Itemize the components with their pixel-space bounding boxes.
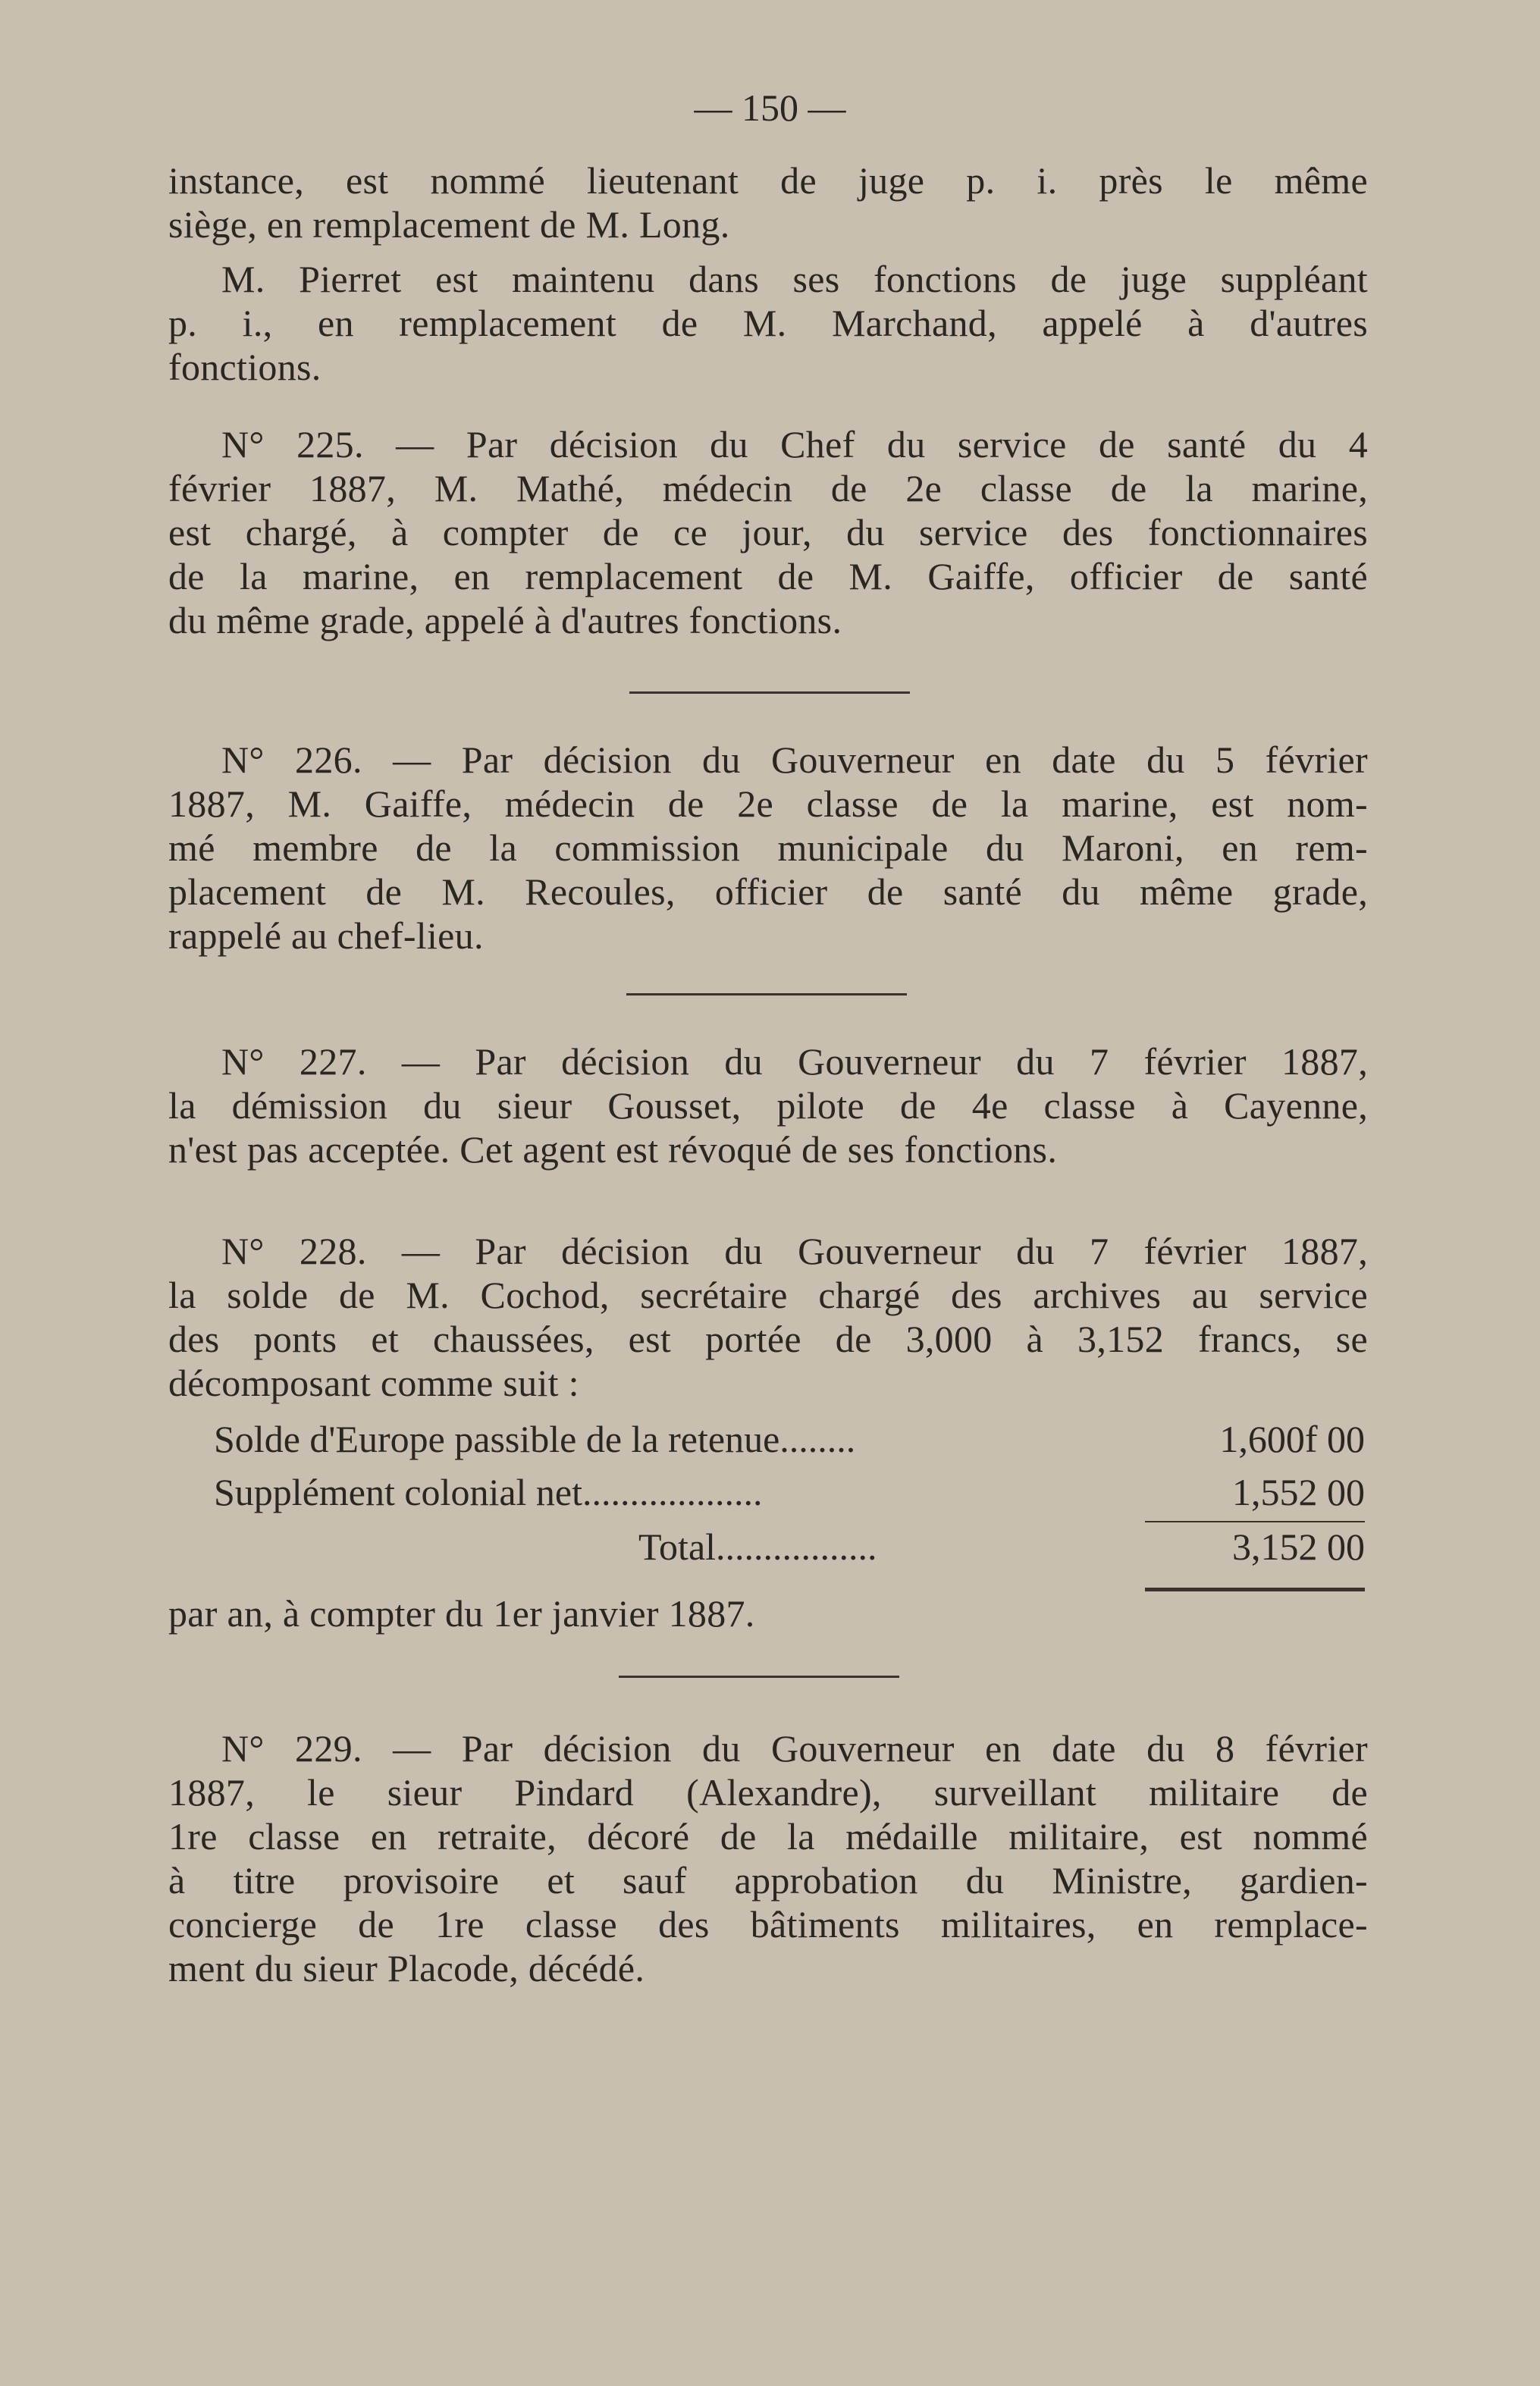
text-line: n'est pas acceptée. Cet agent est révoqué de ses fonctions. bbox=[168, 1128, 1058, 1171]
page-number-header: — 150 — bbox=[694, 86, 846, 129]
section-divider bbox=[619, 1676, 899, 1678]
text-line: la démission du sieur Gousset, pilote de 4e classe à Cayenne, bbox=[168, 1084, 1368, 1127]
text-line: de la marine, en remplacement de M. Gaiffe, officier de santé bbox=[168, 555, 1368, 597]
salary-amount: 1,600f 00 bbox=[1219, 1418, 1365, 1460]
text-line: est chargé, à compter de ce jour, du service des fonctionnaires bbox=[168, 511, 1368, 553]
text-line: par an, à compter du 1er janvier 1887. bbox=[168, 1592, 755, 1635]
text-line: décomposant comme suit : bbox=[168, 1362, 579, 1404]
text-line: 1887, M. Gaiffe, médecin de 2e classe de la marine, est nom- bbox=[168, 782, 1368, 825]
text-line: du même grade, appelé à d'autres fonctions. bbox=[168, 599, 842, 641]
text-line: N° 228. — Par décision du Gouverneur du 7 février 1887, bbox=[221, 1230, 1368, 1272]
text-line: siège, en remplacement de M. Long. bbox=[168, 203, 730, 246]
text-line: fonctions. bbox=[168, 346, 321, 388]
text-line: des ponts et chaussées, est portée de 3,000 à 3,152 francs, se bbox=[168, 1318, 1368, 1360]
text-line: la solde de M. Cochod, secrétaire chargé des archives au service bbox=[168, 1274, 1368, 1316]
text-line: N° 227. — Par décision du Gouverneur du 7 février 1887, bbox=[221, 1040, 1368, 1083]
text-line: à titre provisoire et sauf approbation du Ministre, gardien- bbox=[168, 1859, 1368, 1902]
text-line: N° 225. — Par décision du Chef du service de santé du 4 bbox=[221, 423, 1368, 466]
text-line: instance, est nommé lieutenant de juge p. i. près le même bbox=[168, 159, 1368, 202]
text-line: M. Pierret est maintenu dans ses fonctions de juge suppléant bbox=[221, 258, 1368, 300]
text-line: ment du sieur Placode, décédé. bbox=[168, 1947, 645, 1989]
salary-label: Supplément colonial net................... bbox=[214, 1471, 763, 1513]
salary-amount: 1,552 00 bbox=[1232, 1471, 1365, 1513]
section-divider bbox=[626, 993, 907, 995]
text-line: placement de M. Recoules, officier de santé du même grade, bbox=[168, 870, 1368, 913]
total-underline bbox=[1145, 1588, 1365, 1591]
text-line: rappelé au chef-lieu. bbox=[168, 914, 484, 957]
text-line: 1re classe en retraite, décoré de la médaille militaire, est nommé bbox=[168, 1815, 1368, 1858]
text-line: mé membre de la commission municipale du Maroni, en rem- bbox=[168, 826, 1368, 869]
salary-label: Solde d'Europe passible de la retenue........ bbox=[214, 1418, 856, 1460]
text-line: concierge de 1re classe des bâtiments militaires, en remplace- bbox=[168, 1903, 1368, 1945]
section-divider bbox=[629, 691, 910, 694]
total-amount: 3,152 00 bbox=[1232, 1525, 1365, 1568]
sum-rule bbox=[1145, 1521, 1365, 1522]
total-label: Total................. bbox=[638, 1525, 877, 1568]
text-line: février 1887, M. Mathé, médecin de 2e classe de la marine, bbox=[168, 467, 1368, 509]
text-line: N° 229. — Par décision du Gouverneur en date du 8 février bbox=[221, 1727, 1368, 1770]
text-line: N° 226. — Par décision du Gouverneur en date du 5 février bbox=[221, 738, 1368, 781]
text-line: p. i., en remplacement de M. Marchand, appelé à d'autres bbox=[168, 302, 1368, 344]
text-line: 1887, le sieur Pindard (Alexandre), surveillant militaire de bbox=[168, 1771, 1368, 1814]
